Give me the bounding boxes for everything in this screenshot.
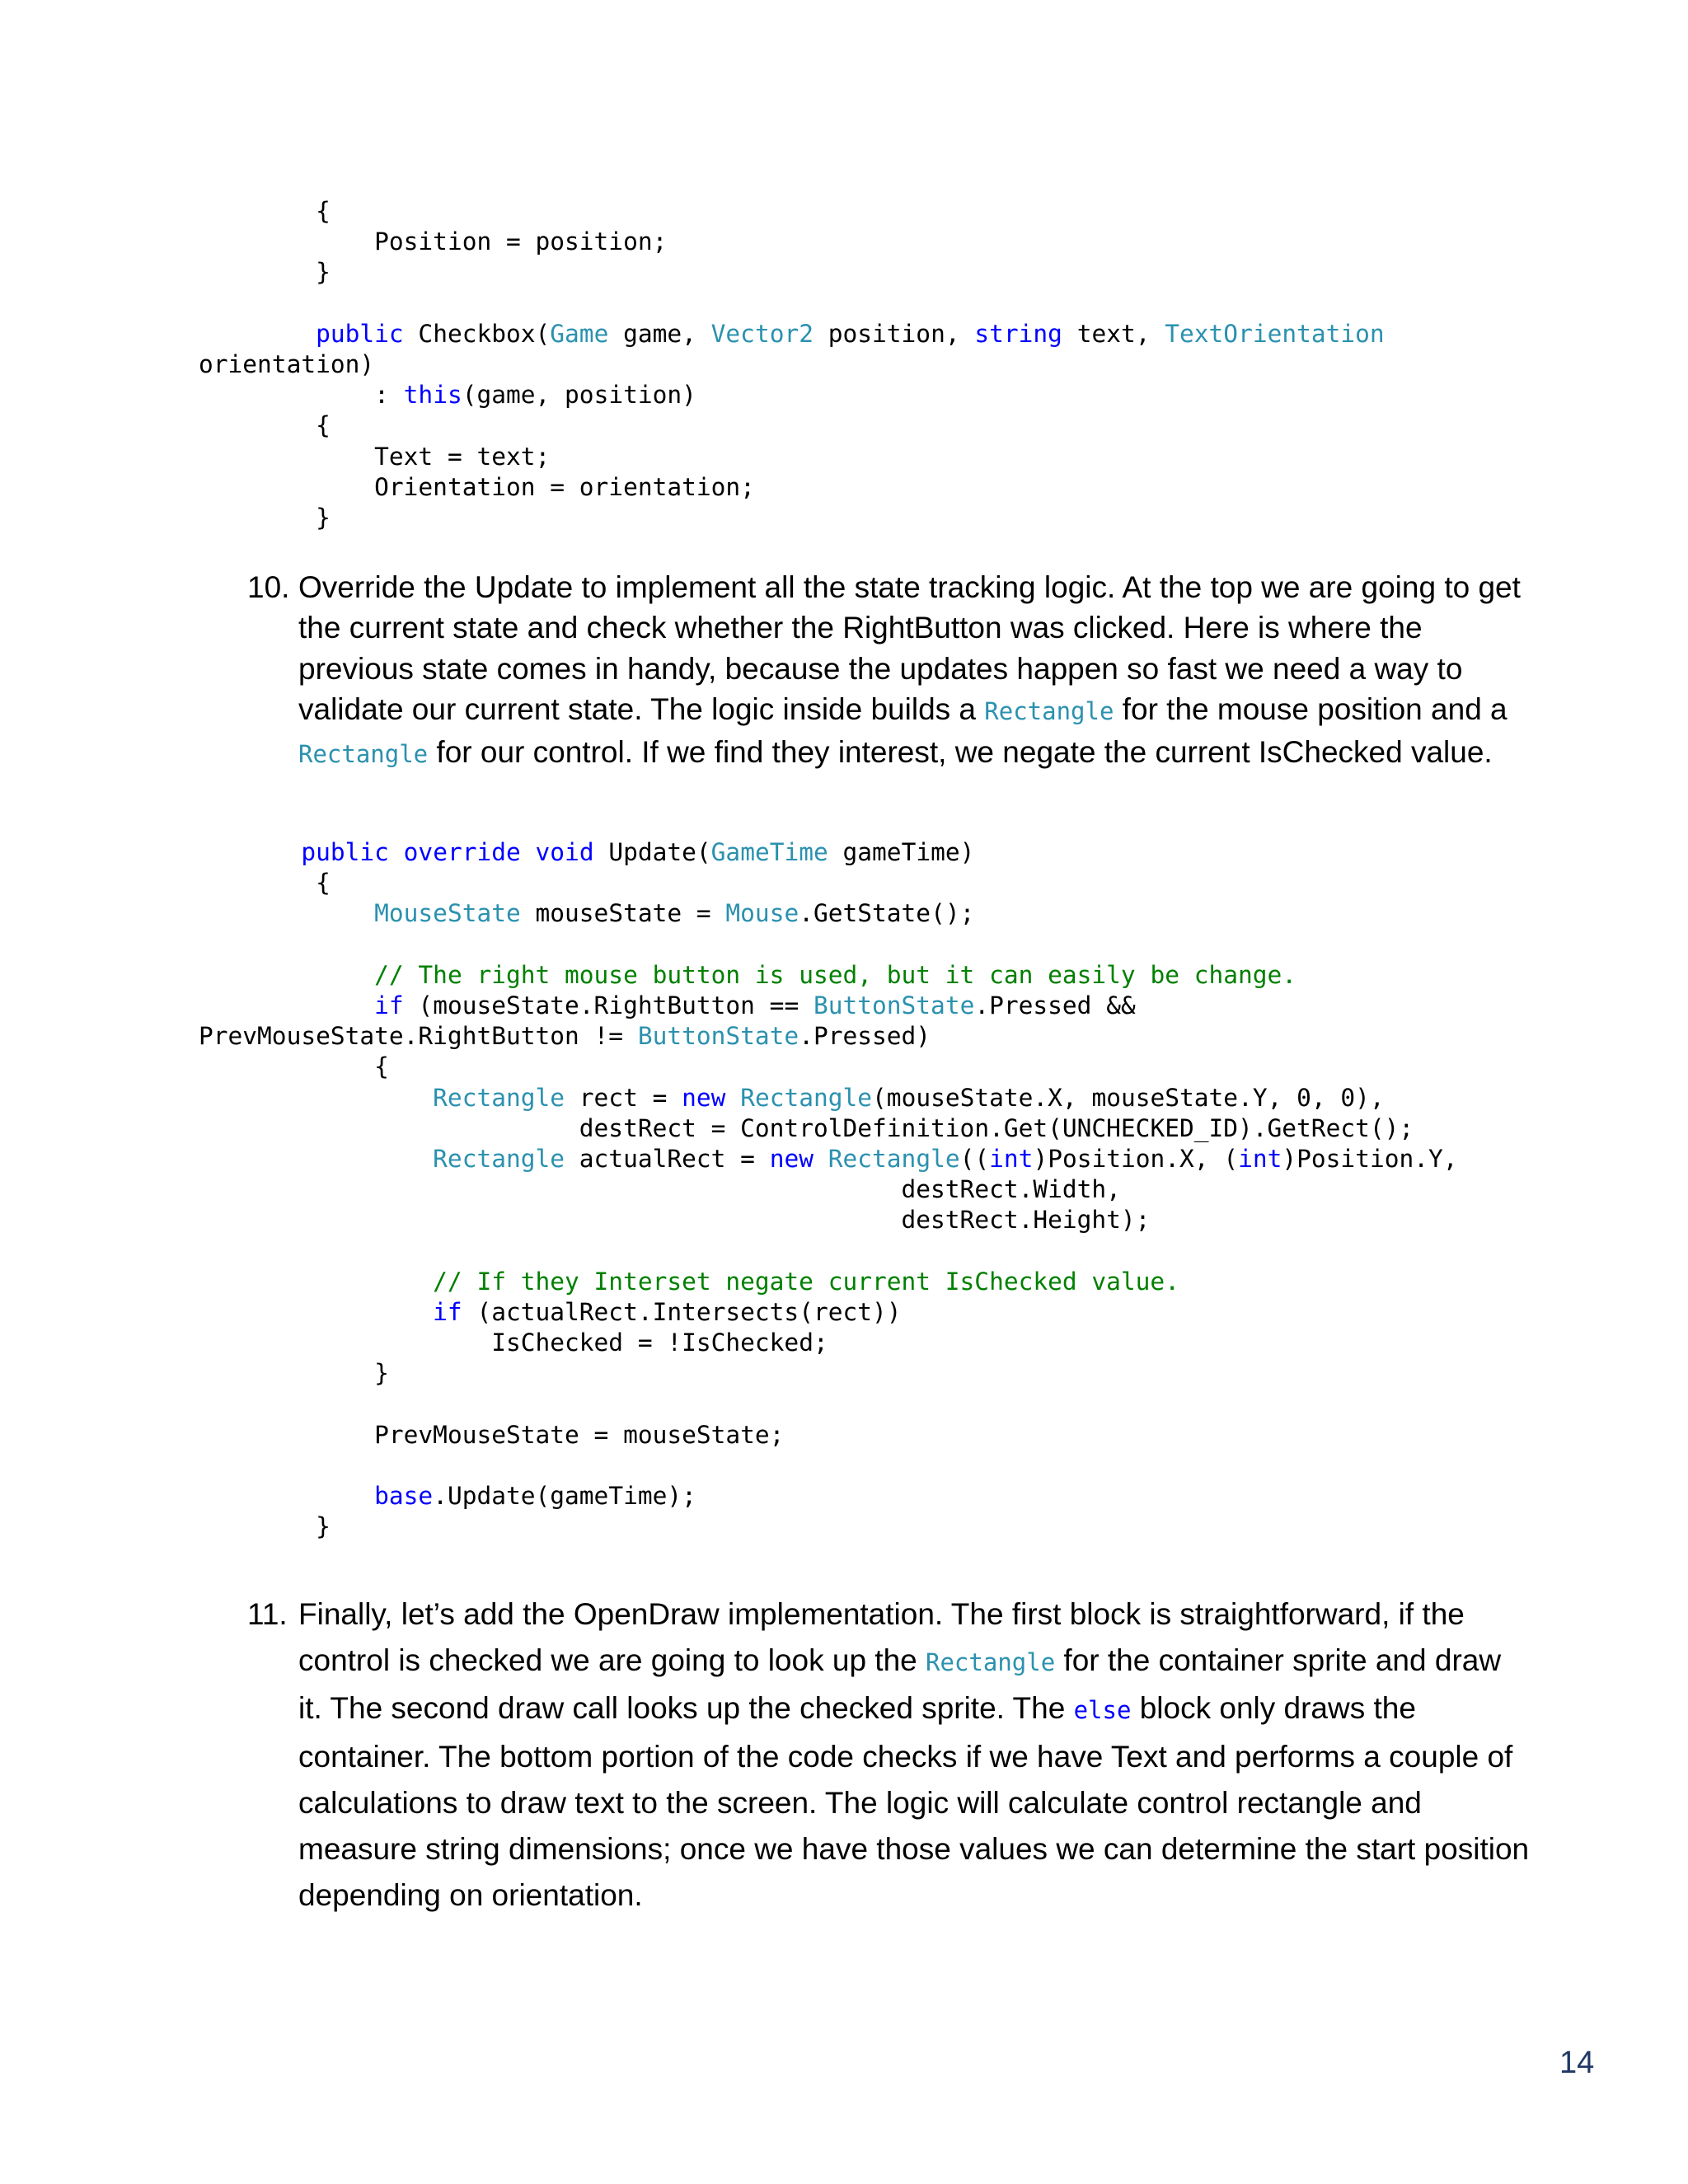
code-line (199, 349, 1688, 380)
step-text: Override the Update to implement all the state tracking logic. At the top we are going to get the current state and check whether the RightButton was clicked. Here is where the previous state comes in handy, because the updates happen so fast we need a way to validate our current state. The logic inside builds a (298, 570, 1521, 726)
code-keyword: if (374, 991, 404, 1019)
code-text: (( (959, 1144, 990, 1173)
code-line (199, 1420, 1688, 1451)
code-line (199, 1052, 1688, 1082)
code-text: Text = text; (374, 442, 551, 471)
code-line (199, 1144, 1688, 1174)
code-text: .GetState(); (799, 899, 975, 928)
code-text: { (374, 1052, 389, 1081)
code-type: Rectangle (828, 1144, 960, 1173)
code-text: .Pressed && (974, 991, 1136, 1019)
code-text: .Update(gameTime); (433, 1481, 696, 1510)
code-text: { (316, 411, 331, 440)
code-line (199, 257, 1688, 288)
code-text: )Position.Y, (1282, 1144, 1458, 1173)
code-keyword: new (682, 1083, 726, 1112)
code-block-update (0, 837, 1688, 1542)
code-line (199, 1451, 1688, 1481)
code-text: Update( (593, 838, 711, 866)
code-type: MouseState (374, 899, 521, 928)
code-type: TextOrientation (1165, 319, 1385, 348)
code-text: Position = position; (374, 227, 668, 256)
code-keyword: base (374, 1481, 434, 1510)
code-text: .Pressed) (799, 1022, 931, 1051)
code-keyword: this (403, 381, 462, 410)
code-type: Rectangle (433, 1083, 565, 1112)
step-text: block only draws the container. The bottom portion of the code checks if we have Text and performs a couple of calculations to draw text to the screen. The logic will calculate control rectangle and measure string dimensions; once we have those values we can determine the start position depending on orientation. (298, 1691, 1530, 1913)
code-line (199, 1267, 1688, 1297)
code-text (389, 838, 404, 866)
code-line (199, 472, 1688, 503)
code-keyword: public (316, 319, 404, 348)
code-text: text, (1062, 319, 1165, 348)
code-keyword: public (301, 838, 389, 866)
code-keyword: new (769, 1144, 814, 1173)
page-number: 14 (1559, 2046, 1595, 2080)
inline-code: Rectangle (298, 740, 429, 769)
step-10-text (298, 567, 1533, 775)
code-text: orientation) (199, 349, 375, 378)
code-line (199, 442, 1688, 472)
code-line (199, 837, 1688, 868)
step-11 (247, 1591, 1533, 1919)
code-block-constructors (0, 196, 1688, 533)
code-text: } (374, 1359, 389, 1388)
code-text: actualRect = (565, 1144, 770, 1173)
code-type: Mouse (725, 899, 799, 928)
code-text: mouseState = (520, 899, 726, 928)
code-keyword: if (433, 1297, 462, 1326)
code-line (199, 196, 1688, 227)
code-text: rect = (565, 1083, 682, 1112)
code-line (199, 1083, 1688, 1113)
code-line (199, 1328, 1688, 1358)
code-line (199, 1511, 1688, 1542)
code-text: : (374, 381, 404, 410)
code-line (199, 960, 1688, 991)
code-text: PrevMouseState.RightButton != (199, 1022, 638, 1051)
code-line (199, 227, 1688, 257)
code-line (199, 319, 1688, 349)
code-line (199, 1297, 1688, 1328)
step-text: for our control. If we find they interest, we negate the current IsChecked value. (428, 735, 1493, 770)
code-line (199, 1235, 1688, 1266)
code-text: destRect.Width, (901, 1175, 1121, 1204)
code-text: (mouseState.RightButton == (403, 991, 814, 1019)
step-text: for the container sprite and draw it. The second draw call looks up the checked sprite. The (298, 1643, 1502, 1726)
code-text (725, 1084, 740, 1112)
code-comment: // The right mouse button is used, but it can easily be change. (374, 960, 1297, 989)
code-text: gameTime) (828, 838, 975, 866)
code-text: destRect.Height); (901, 1206, 1151, 1235)
code-type: Rectangle (433, 1144, 565, 1173)
step-number: 10. (247, 570, 290, 604)
code-line (199, 380, 1688, 410)
code-type: ButtonState (813, 991, 975, 1019)
code-text: (game, position) (462, 381, 696, 410)
inline-code: Rectangle (926, 1648, 1056, 1677)
code-line (199, 288, 1688, 319)
code-line (199, 1205, 1688, 1235)
code-text: { (316, 869, 331, 898)
code-text: PrevMouseState = mouseState; (374, 1420, 785, 1449)
code-text: )Position.X, ( (1033, 1144, 1239, 1173)
code-text: Checkbox( (403, 319, 551, 348)
code-text: game, (608, 319, 711, 348)
code-keyword: int (1238, 1144, 1282, 1173)
code-text: } (316, 1512, 331, 1541)
code-text: position, (813, 319, 975, 348)
code-line (199, 1358, 1688, 1389)
step-number: 11. (247, 1597, 288, 1631)
code-line (199, 1481, 1688, 1511)
step-10 (247, 567, 1533, 775)
code-text: Orientation = orientation; (374, 472, 755, 501)
step-text: for the mouse position and a (1114, 691, 1507, 726)
code-text: } (316, 503, 331, 532)
code-keyword: string (974, 319, 1062, 348)
code-type: Game (550, 319, 609, 348)
code-line (199, 1389, 1688, 1419)
code-line (199, 898, 1688, 929)
code-line (199, 868, 1688, 898)
code-text: } (316, 258, 331, 287)
code-text: { (316, 197, 331, 225)
code-type: Rectangle (740, 1083, 873, 1112)
step-11-text (298, 1591, 1533, 1919)
code-text (814, 1145, 828, 1173)
inline-code: Rectangle (984, 696, 1114, 725)
code-line (199, 410, 1688, 441)
step-text: Finally, let’s add the OpenDraw implementation. The first block is straightforward, if the control is checked we are going to look up the (298, 1597, 1465, 1678)
code-line (199, 1021, 1688, 1052)
code-keyword: void (535, 838, 594, 866)
inline-code: else (1073, 1696, 1132, 1725)
code-line (199, 1174, 1688, 1205)
code-text: (mouseState.X, mouseState.Y, 0, 0), (872, 1083, 1385, 1112)
code-line (199, 991, 1688, 1021)
code-line (199, 1113, 1688, 1144)
code-comment: // If they Interset negate current IsChecked value. (433, 1267, 1179, 1296)
code-text (521, 838, 536, 866)
code-text: IsChecked = !IsChecked; (491, 1329, 828, 1357)
code-type: ButtonState (637, 1022, 799, 1051)
code-line (199, 930, 1688, 960)
code-line (199, 503, 1688, 533)
code-keyword: int (989, 1144, 1034, 1173)
code-type: Vector2 (710, 319, 814, 348)
code-keyword: override (403, 838, 521, 866)
code-text: destRect = ControlDefinition.Get(UNCHECKED_ID).GetRect(); (579, 1113, 1414, 1142)
code-text: (actualRect.Intersects(rect)) (462, 1297, 902, 1326)
code-type: GameTime (710, 838, 828, 866)
